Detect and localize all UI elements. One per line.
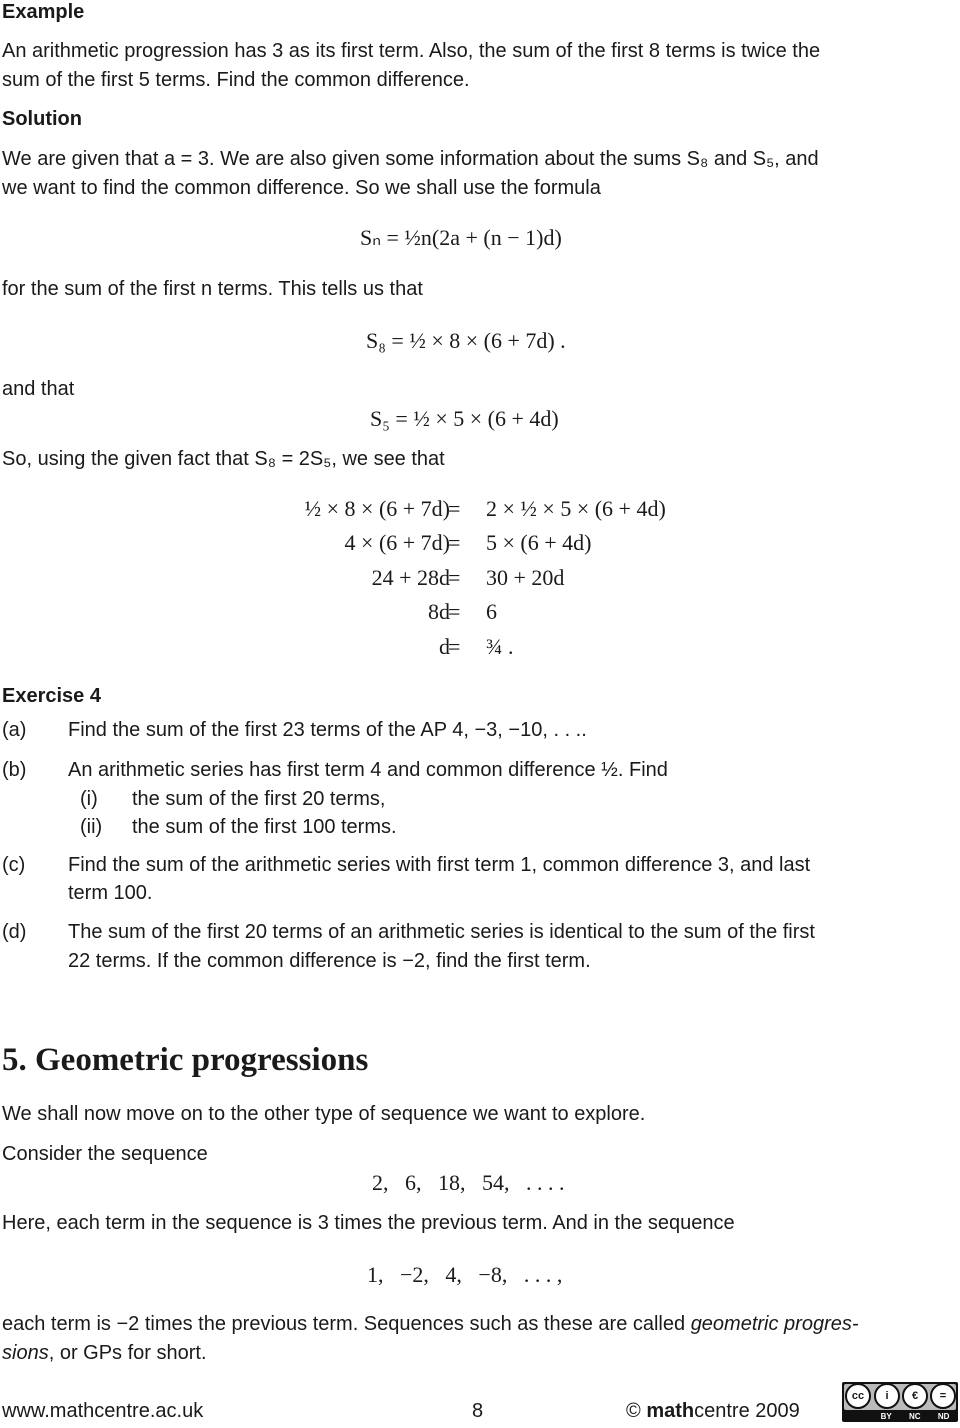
item-label: (b) (2, 759, 27, 781)
problem-line-1: An arithmetic progression has 3 as its first term. Also, the sum of the first 8 terms is twice the (2, 40, 821, 62)
cc-license-badge-icon (842, 1382, 958, 1422)
after-formula-text: for the sum of the first n terms. This tells us that (2, 278, 423, 300)
nc-label: NC (909, 1412, 921, 1421)
footer-copyright (626, 1399, 800, 1423)
nd-icon: = (930, 1383, 956, 1409)
step-lhs: 24 + 28d (371, 565, 450, 590)
step-lhs: 8d (428, 599, 450, 624)
term-continued: sions (2, 1342, 49, 1364)
exercise-item-a: Find the sum of the first 23 terms of the AP 4, −3, −10, . . .. (68, 719, 587, 741)
nc-icon: € (902, 1383, 928, 1409)
step-lhs: d (439, 634, 450, 659)
section-intro: We shall now move on to the other type of sequence we want to explore. (2, 1103, 646, 1125)
nd-label: ND (937, 1412, 950, 1421)
example-heading: Example (2, 1, 85, 23)
step-rhs: 2 × ½ × 5 × (6 + 4d) (486, 496, 666, 521)
text: , or GPs for short. (48, 1342, 207, 1364)
year: 2009 (755, 1400, 800, 1422)
page-number: 8 (472, 1400, 484, 1422)
exercise-item-d: The sum of the first 20 terms of an arithmetic series is identical to the sum of the first (68, 921, 815, 943)
equals-sign: = (448, 530, 461, 555)
exercise-item-d-cont: 22 terms. If the common difference is −2, find the first term. (68, 950, 591, 972)
step-lhs: 4 × (6 + 7d) (344, 530, 450, 555)
here-text: Here, each term in the sequence is 3 times the previous term. And in the sequence (2, 1212, 735, 1234)
sub-item-label: (i) (80, 788, 98, 810)
item-label: (c) (2, 854, 26, 876)
brand-bold: math (646, 1400, 695, 1422)
last-line-2 (2, 1341, 207, 1365)
step-rhs: 5 × (6 + 4d) (486, 530, 592, 555)
exercise-heading: Exercise 4 (2, 685, 101, 707)
by-icon: i (874, 1383, 900, 1409)
sequence-1: 2, 6, 18, 54, . . . . (372, 1170, 565, 1195)
solution-heading: Solution (2, 108, 82, 130)
text: each term is −2 times the previous term. Sequences such as these are called (2, 1313, 691, 1335)
equals-sign: = (448, 599, 461, 624)
step-rhs: ¾ . (486, 634, 514, 659)
footer-url[interactable]: www.mathcentre.ac.uk (2, 1400, 204, 1422)
copyright-icon: © (626, 1400, 641, 1422)
s5-equation: S₅ = ½ × 5 × (6 + 4d) (370, 406, 559, 431)
sub-item-ii: the sum of the first 100 terms. (132, 816, 397, 838)
consider-text: Consider the sequence (2, 1143, 208, 1165)
last-line-1 (2, 1312, 859, 1336)
sequence-2: 1, −2, 4, −8, . . . , (367, 1262, 563, 1287)
item-label: (a) (2, 719, 27, 741)
problem-line-2: sum of the first 5 terms. Find the common difference. (2, 69, 470, 91)
step-rhs: 30 + 20d (486, 565, 565, 590)
equals-sign: = (448, 634, 461, 659)
equals-sign: = (448, 565, 461, 590)
s8-equation: S₈ = ½ × 8 × (6 + 7d) . (366, 328, 566, 353)
by-label: BY (880, 1412, 892, 1421)
item-label: (d) (2, 921, 27, 943)
step-lhs: ½ × 8 × (6 + 7d) (304, 496, 450, 521)
exercise-item-b: An arithmetic series has first term 4 and common difference ½. Find (68, 759, 668, 781)
sum-formula: Sₙ = ½n(2a + (n − 1)d) (360, 225, 562, 250)
term-geometric-progressions: geometric progres- (690, 1313, 859, 1335)
sub-item-i: the sum of the first 20 terms, (132, 788, 386, 810)
using-fact-text: So, using the given fact that S₈ = 2S₅, we see that (2, 448, 445, 470)
and-that-text: and that (2, 378, 75, 400)
step-rhs: 6 (486, 599, 497, 624)
equals-sign: = (448, 496, 461, 521)
sub-item-label: (ii) (80, 816, 103, 838)
cc-icon: cc (845, 1383, 871, 1409)
exercise-item-c-cont: term 100. (68, 882, 153, 904)
solution-line-2: we want to find the common difference. So we shall use the formula (2, 177, 601, 199)
brand-rest: centre (694, 1400, 750, 1422)
section-heading: 5. Geometric progressions (2, 1042, 369, 1078)
exercise-item-c: Find the sum of the arithmetic series with first term 1, common difference 3, and last (68, 854, 811, 876)
solution-line-1: We are given that a = 3. We are also given some information about the sums S₈ and S₅, and (2, 148, 819, 170)
